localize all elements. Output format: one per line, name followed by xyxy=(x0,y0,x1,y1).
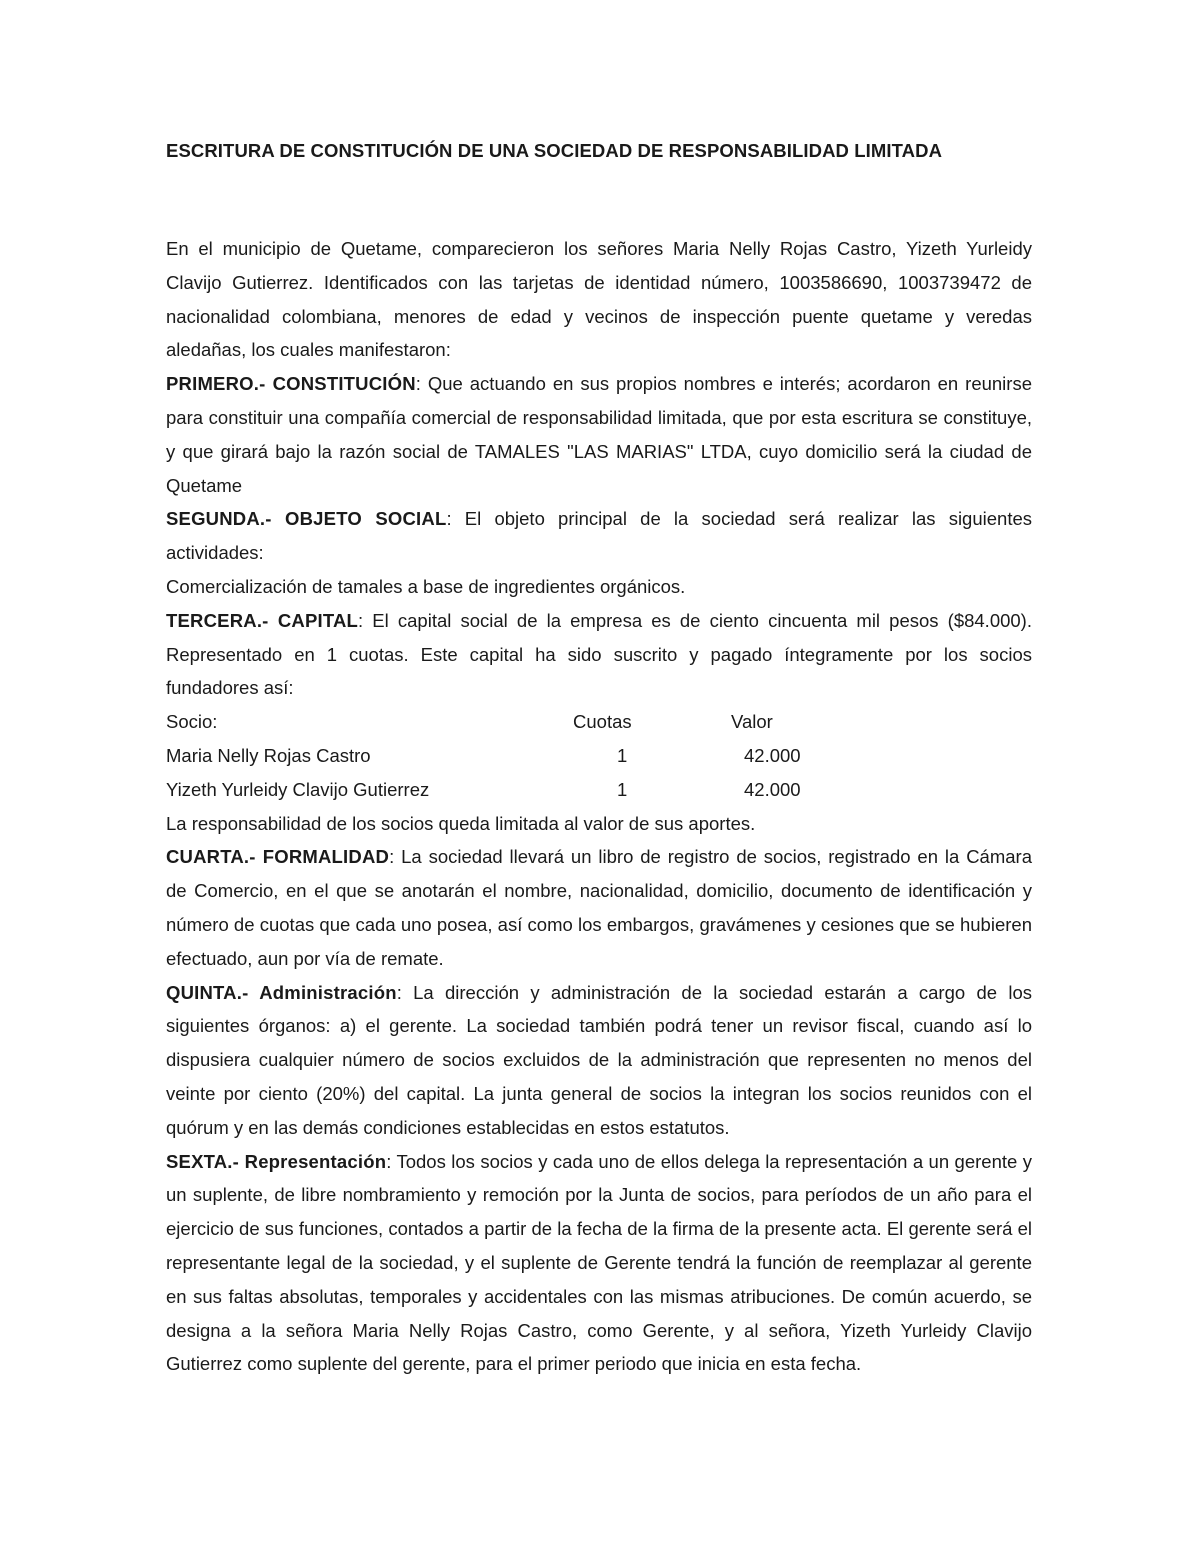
socio-name: Maria Nelly Rojas Castro xyxy=(166,744,371,766)
clause-quinta-heading: QUINTA.- Administración xyxy=(166,981,397,1003)
clause-tercera xyxy=(166,604,1032,705)
clause-cuarta-text: : La sociedad llevará un libro de registro de socios, registrado en la Cámara de Comercio, en el que se anotarán el nombre, nacionalidad, domicilio, documento de identificación y número de cuotas que cada uno posea, así como los embargos, gravámenes y cesiones que se hubieren efectuado, aun por vía de remate. xyxy=(166,846,1032,969)
table-row xyxy=(166,739,1032,773)
header-valor: Valor xyxy=(731,711,773,733)
socio-valor: 42.000 xyxy=(744,778,801,800)
clause-primero-heading: PRIMERO.- CONSTITUCIÓN xyxy=(166,373,416,395)
document-body xyxy=(166,232,1032,1381)
socio-cuotas: 1 xyxy=(617,778,628,800)
clause-segunda-text: : El objeto principal de la sociedad será realizar las siguientes actividades: xyxy=(166,508,1032,564)
socio-valor: 42.000 xyxy=(744,744,801,766)
clause-segunda xyxy=(166,502,1032,570)
clause-cuarta xyxy=(166,840,1032,975)
intro-paragraph: En el municipio de Quetame, comparecieron los señores Maria Nelly Rojas Castro, Yizeth Yurleidy Clavijo Gutierrez. Identificados con las tarjetas de identidad número, 1003586690, 1003739472 de nacionalidad colombiana, menores de edad y vecinos de inspección puente quetame y veredas aledañas, los cuales manifestaron: xyxy=(166,238,1032,361)
clause-segunda-activity: Comercialización de tamales a base de ingredientes orgánicos. xyxy=(166,575,686,597)
clause-primero-text: : Que actuando en sus propios nombres e interés; acordaron en reunirse para constituir una compañía comercial de responsabilidad limitada, que por esta escritura se constituye, y que girará bajo la razón social de TAMALES "LAS MARIAS" LTDA, cuyo domicilio será la ciudad de Quetame xyxy=(166,373,1032,496)
clause-sexta-text: : Todos los socios y cada uno de ellos delega la representación a un gerente y un suplente, de libre nombramiento y remoción por la Junta de socios, para períodos de un año para el ejercicio de sus funciones, contados a partir de la fecha de la firma de la presente acta. El gerente será el representante legal de la sociedad, y el suplente de Gerente tendrá la función de reemplazar al gerente en sus faltas absolutas, temporales y accidentales con las mismas atribuciones. De común acuerdo, se designa a la señora Maria Nelly Rojas Castro, como Gerente, y al señora, Yizeth Yurleidy Clavijo Gutierrez como suplente del gerente, para el primer periodo que inicia en esta fecha. xyxy=(166,1150,1032,1375)
clause-segunda-heading: SEGUNDA.- OBJETO SOCIAL xyxy=(166,508,447,530)
header-socio: Socio: xyxy=(166,711,218,733)
clause-tercera-heading: TERCERA.- CAPITAL xyxy=(166,609,359,631)
clause-cuarta-heading: CUARTA.- FORMALIDAD xyxy=(166,846,390,868)
table-row xyxy=(166,773,1032,807)
clause-primero xyxy=(166,367,1032,502)
header-cuotas: Cuotas xyxy=(573,711,632,733)
clause-tercera-text: : El capital social de la empresa es de ciento cincuenta mil pesos ($84.000). Representado en 1 cuotas. Este capital ha sido suscrito y pagado íntegramente por los socios fundadores así: xyxy=(166,609,1032,699)
clause-quinta-text: : La dirección y administración de la sociedad estarán a cargo de los siguientes órganos: a) el gerente. La sociedad también podrá tener un revisor fiscal, cuando así lo dispusiera cualquier número de socios excluidos de la administración que representen no menos del veinte por ciento (20%) del capital. La junta general de socios la integran los socios reunidos con el quórum y en las demás condiciones establecidas en estos estatutos. xyxy=(166,981,1032,1138)
socio-cuotas: 1 xyxy=(617,744,628,766)
socio-name: Yizeth Yurleidy Clavijo Gutierrez xyxy=(166,778,430,800)
clause-quinta xyxy=(166,976,1032,1145)
document-title: ESCRITURA DE CONSTITUCIÓN DE UNA SOCIEDAD DE RESPONSABILIDAD LIMITADA xyxy=(166,140,943,161)
clause-sexta xyxy=(166,1145,1032,1382)
clause-tercera-note: La responsabilidad de los socios queda limitada al valor de sus aportes. xyxy=(166,812,756,834)
capital-table-header xyxy=(166,705,1032,739)
clause-sexta-heading: SEXTA.- Representación xyxy=(166,1150,387,1172)
